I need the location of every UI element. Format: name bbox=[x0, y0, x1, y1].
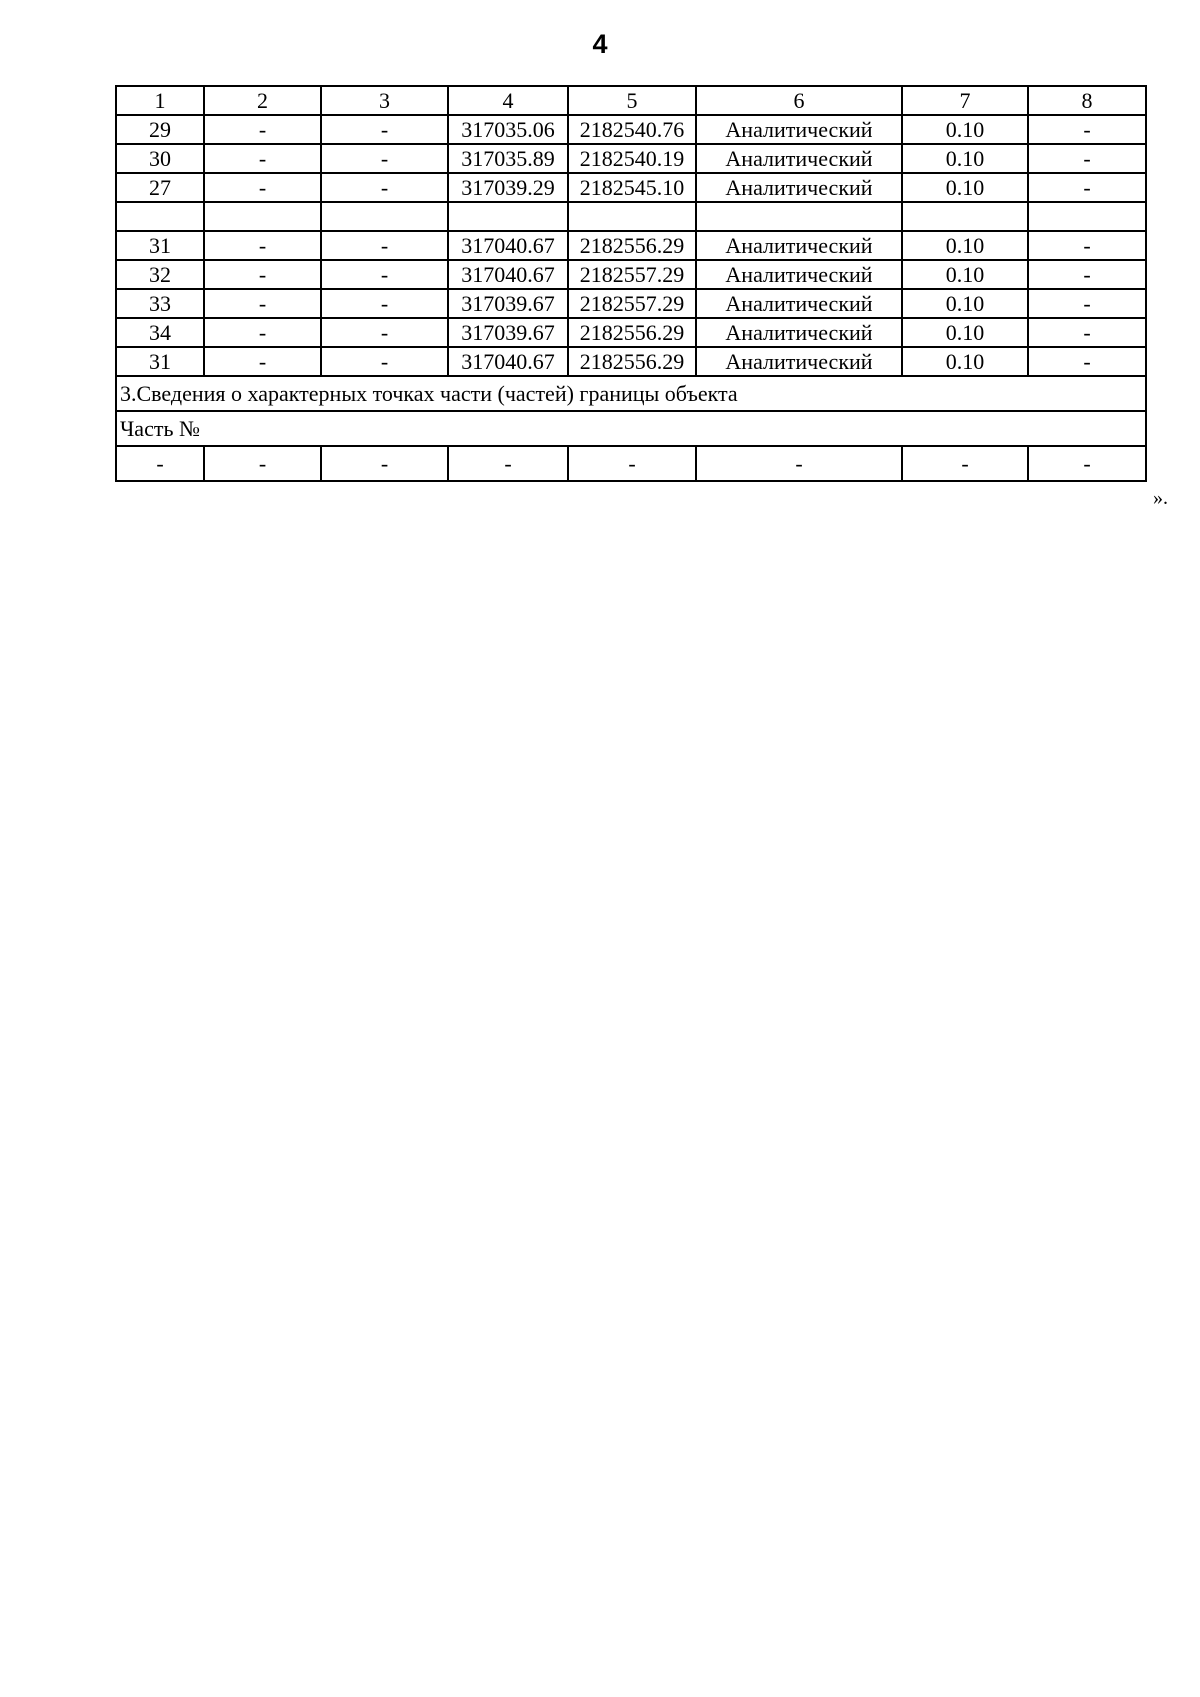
table-cell bbox=[1028, 202, 1146, 231]
table-cell: - bbox=[696, 446, 902, 481]
x-coordinate-cell: 317035.06 bbox=[448, 115, 568, 144]
y-coordinate-cell: 2182557.29 bbox=[568, 260, 696, 289]
table-row bbox=[116, 231, 1146, 260]
x-coordinate-cell: 317039.67 bbox=[448, 289, 568, 318]
method-cell: Аналитический bbox=[696, 231, 902, 260]
table-cell: - bbox=[204, 173, 321, 202]
accuracy-cell: 0.10 bbox=[902, 231, 1028, 260]
table-cell bbox=[448, 202, 568, 231]
table-cell bbox=[696, 202, 902, 231]
y-coordinate-cell: 2182556.29 bbox=[568, 318, 696, 347]
header-cell: 1 bbox=[116, 86, 204, 115]
point-number-cell: 29 bbox=[116, 115, 204, 144]
table-row bbox=[116, 318, 1146, 347]
method-cell: Аналитический bbox=[696, 260, 902, 289]
table-cell: - bbox=[116, 446, 204, 481]
y-coordinate-cell: 2182540.19 bbox=[568, 144, 696, 173]
table-cell: - bbox=[204, 260, 321, 289]
y-coordinate-cell: 2182540.76 bbox=[568, 115, 696, 144]
table-cell: - bbox=[321, 347, 448, 376]
table-cell: - bbox=[204, 144, 321, 173]
table-cell: - bbox=[1028, 260, 1146, 289]
table-cell: - bbox=[1028, 318, 1146, 347]
header-cell: 3 bbox=[321, 86, 448, 115]
y-coordinate-cell: 2182556.29 bbox=[568, 231, 696, 260]
header-cell: 8 bbox=[1028, 86, 1146, 115]
accuracy-cell: 0.10 bbox=[902, 115, 1028, 144]
table-cell: - bbox=[1028, 289, 1146, 318]
accuracy-cell: 0.10 bbox=[902, 173, 1028, 202]
x-coordinate-cell: 317035.89 bbox=[448, 144, 568, 173]
table-cell: - bbox=[902, 446, 1028, 481]
table-cell: - bbox=[1028, 231, 1146, 260]
table-cell bbox=[204, 202, 321, 231]
table-cell: - bbox=[204, 231, 321, 260]
table-cell: - bbox=[321, 446, 448, 481]
header-cell: 2 bbox=[204, 86, 321, 115]
characteristic-points-table bbox=[115, 85, 1147, 482]
method-cell: Аналитический bbox=[696, 289, 902, 318]
accuracy-cell: 0.10 bbox=[902, 318, 1028, 347]
point-number-cell: 32 bbox=[116, 260, 204, 289]
table-cell: - bbox=[321, 289, 448, 318]
accuracy-cell: 0.10 bbox=[902, 144, 1028, 173]
y-coordinate-cell: 2182545.10 bbox=[568, 173, 696, 202]
method-cell: Аналитический bbox=[696, 347, 902, 376]
table-cell bbox=[568, 202, 696, 231]
table-cell: - bbox=[321, 115, 448, 144]
table-row bbox=[116, 260, 1146, 289]
table-cell: - bbox=[568, 446, 696, 481]
point-number-cell: 31 bbox=[116, 231, 204, 260]
table-cell: - bbox=[204, 115, 321, 144]
table-cell: - bbox=[204, 318, 321, 347]
table-cell: - bbox=[448, 446, 568, 481]
table-cell: - bbox=[1028, 173, 1146, 202]
table-row bbox=[116, 115, 1146, 144]
method-cell: Аналитический bbox=[696, 318, 902, 347]
table-cell: - bbox=[204, 446, 321, 481]
table-cell: - bbox=[321, 318, 448, 347]
table-cell: - bbox=[1028, 115, 1146, 144]
x-coordinate-cell: 317040.67 bbox=[448, 231, 568, 260]
method-cell: Аналитический bbox=[696, 144, 902, 173]
part-number-label: Часть № bbox=[116, 411, 1146, 446]
table-cell: - bbox=[204, 289, 321, 318]
table-row bbox=[116, 289, 1146, 318]
table-row bbox=[116, 446, 1146, 481]
table-cell bbox=[116, 202, 204, 231]
point-number-cell: 30 bbox=[116, 144, 204, 173]
table-cell: - bbox=[1028, 144, 1146, 173]
method-cell: Аналитический bbox=[696, 115, 902, 144]
part-number-row bbox=[116, 411, 1146, 446]
x-coordinate-cell: 317040.67 bbox=[448, 260, 568, 289]
table-cell: - bbox=[321, 173, 448, 202]
table-row bbox=[116, 347, 1146, 376]
table-cell: - bbox=[321, 231, 448, 260]
empty-table-row bbox=[116, 202, 1146, 231]
section-title-row bbox=[116, 376, 1146, 411]
y-coordinate-cell: 2182557.29 bbox=[568, 289, 696, 318]
method-cell: Аналитический bbox=[696, 173, 902, 202]
y-coordinate-cell: 2182556.29 bbox=[568, 347, 696, 376]
table-cell bbox=[902, 202, 1028, 231]
table-header-row bbox=[116, 86, 1146, 115]
section-title: 3.Сведения о характерных точках части (частей) границы объекта bbox=[116, 376, 1146, 411]
header-cell: 6 bbox=[696, 86, 902, 115]
accuracy-cell: 0.10 bbox=[902, 347, 1028, 376]
header-cell: 5 bbox=[568, 86, 696, 115]
table-row bbox=[116, 173, 1146, 202]
table-cell: - bbox=[321, 144, 448, 173]
table-cell: - bbox=[1028, 347, 1146, 376]
header-cell: 4 bbox=[448, 86, 568, 115]
table-cell bbox=[321, 202, 448, 231]
closing-quote-mark: ». bbox=[1153, 487, 1168, 509]
point-number-cell: 31 bbox=[116, 347, 204, 376]
table-cell: - bbox=[1028, 446, 1146, 481]
point-number-cell: 33 bbox=[116, 289, 204, 318]
accuracy-cell: 0.10 bbox=[902, 260, 1028, 289]
table-cell: - bbox=[204, 347, 321, 376]
table-cell: - bbox=[321, 260, 448, 289]
x-coordinate-cell: 317039.67 bbox=[448, 318, 568, 347]
x-coordinate-cell: 317040.67 bbox=[448, 347, 568, 376]
x-coordinate-cell: 317039.29 bbox=[448, 173, 568, 202]
accuracy-cell: 0.10 bbox=[902, 289, 1028, 318]
page-number: 4 bbox=[592, 29, 608, 59]
header-cell: 7 bbox=[902, 86, 1028, 115]
table-row bbox=[116, 144, 1146, 173]
point-number-cell: 34 bbox=[116, 318, 204, 347]
point-number-cell: 27 bbox=[116, 173, 204, 202]
